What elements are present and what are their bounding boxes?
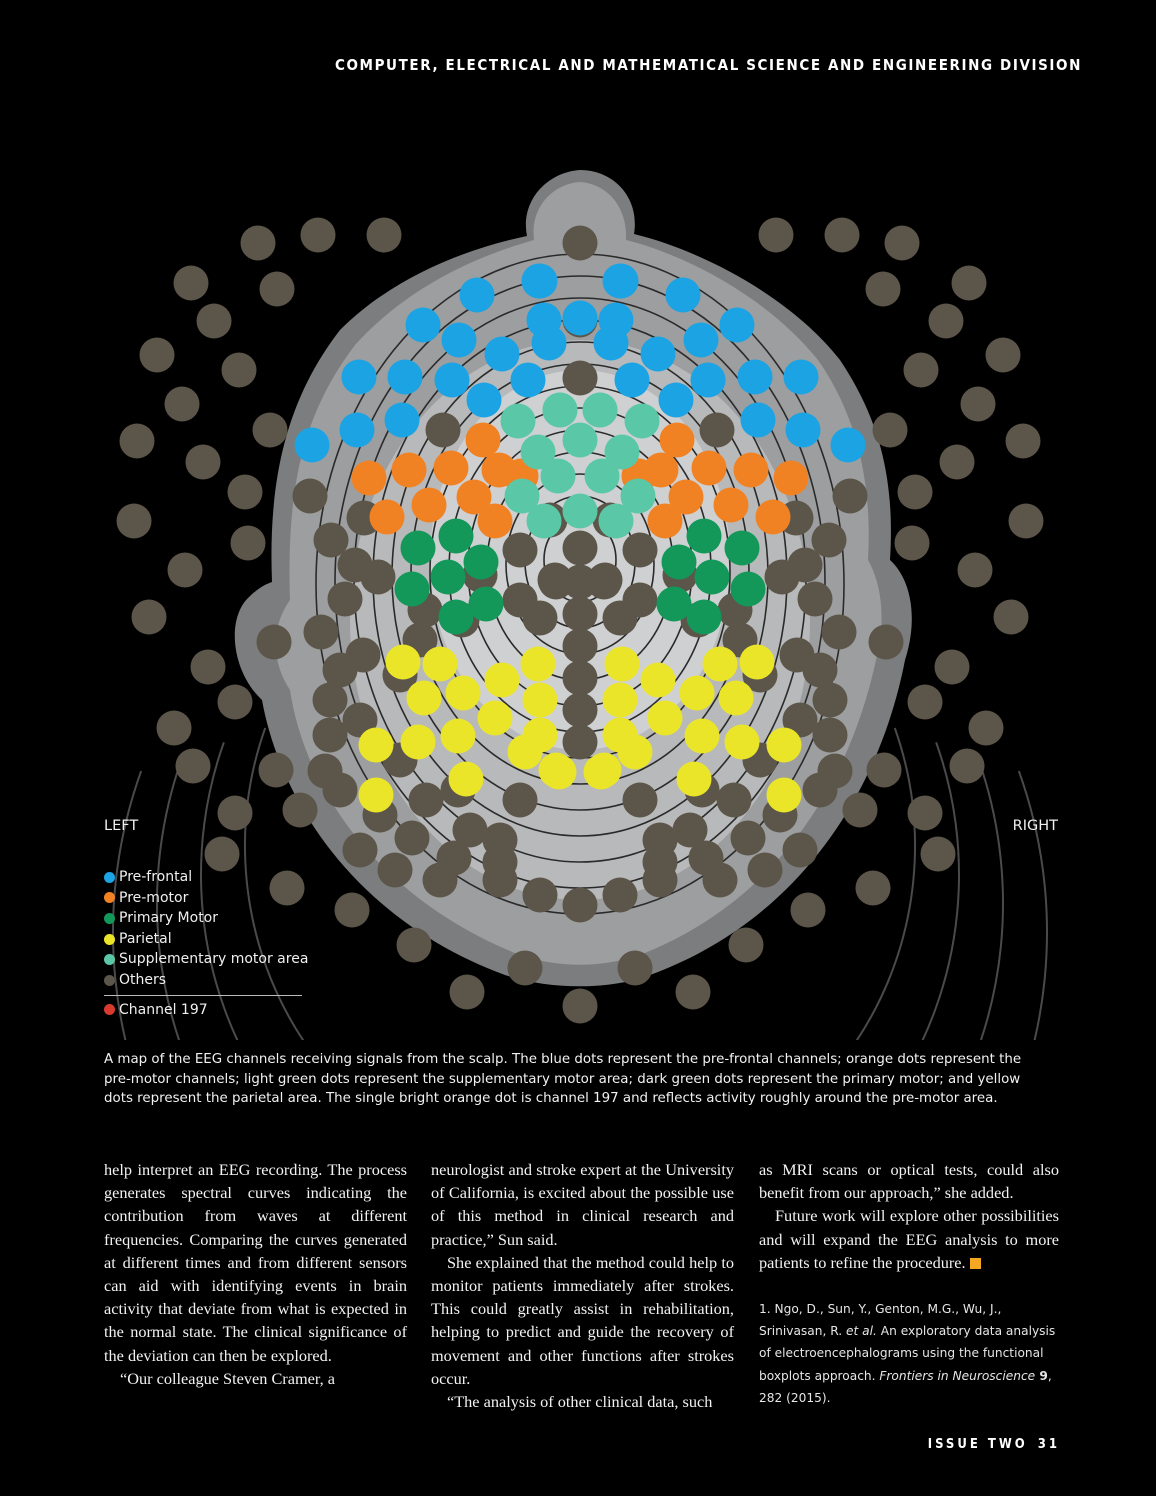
channel-dot [539,565,574,600]
channel-dot [426,413,461,448]
channel-dot [385,403,420,438]
channel-dot [343,833,378,868]
channel-dot [231,526,266,561]
channel-dot [767,778,802,813]
reference-title: An exploratory data analysis of electroencephalograms using the functional boxplots approach. [759,1324,1056,1383]
channel-dot [774,461,809,496]
channel-dot [352,461,387,496]
channel-dot [584,755,619,790]
channel-dot [940,445,975,480]
channel-dot [603,601,638,636]
running-head: COMPUTER, ELECTRICAL AND MATHEMATICAL SCIENCE AND ENGINEERING DIVISION [334,56,1082,74]
channel-dot [157,711,192,746]
channel-dot [388,360,423,395]
channel-dot [439,600,474,635]
channel-dot [257,625,292,660]
reference-journal: Frontiers in Neuroscience [879,1368,1036,1383]
legend-divider [104,995,302,996]
legend-swatch [104,1004,115,1015]
channel-dot [625,404,660,439]
channel-dot [767,728,802,763]
channel-dot [717,783,752,818]
channel-dot [603,878,638,913]
channel-dot [563,661,598,696]
legend-label: Pre-motor [119,889,189,906]
channel-dot [313,683,348,718]
legend-swatch [104,975,115,986]
channel-dot [361,560,396,595]
article-column-1 [104,1158,407,1390]
channel-dot [283,793,318,828]
channel-dot [253,413,288,448]
legend-swatch [104,934,115,945]
channel-dot [623,783,658,818]
channel-dot [441,719,476,754]
channel-dot [719,681,754,716]
channel-dot [950,749,985,784]
channel-dot [587,565,622,600]
channel-dot [168,553,203,588]
channel-dot [952,266,987,301]
legend-swatch [104,913,115,924]
legend-item-primary-motor [104,908,308,929]
channel-dot [563,629,598,664]
channel-dot [648,504,683,539]
legend-label: Pre-frontal [119,869,193,885]
channel-dot [618,951,653,986]
channel-dot [260,272,295,307]
channel-dot [527,303,562,338]
reference-authors: 1. Ngo, D., Sun, Y., Genton, M.G., Wu, J., Srinivasan, R. [759,1302,1002,1339]
paragraph: help interpret an EEG recording. The process generates spectral curves indicating the contribution from waves at different frequencies. Comparing the curves generated at different times and from different sensors can aid with identifying events in brain activity that deviate from what is expected in the normal state. The clinical significance of the deviation can then be explored. [104,1160,407,1365]
channel-dot [401,531,436,566]
reference-pages: , 282 (2015). [759,1368,1052,1405]
channel-dot [191,650,226,685]
channel-dot [822,615,857,650]
channel-dot [527,504,562,539]
channel-dot [856,871,891,906]
channel-dot [618,735,653,770]
channel-dot [563,597,598,632]
channel-dot [460,278,495,313]
channel-dot [174,266,209,301]
channel-dot [866,272,901,307]
channel-dot [605,647,640,682]
channel-dot [599,504,634,539]
channel-dot [873,413,908,448]
paragraph: neurologist and stroke expert at the University of California, is excited about the possible use of this method in clinical research and practice,” Sun said. [431,1160,734,1249]
channel-dot [583,393,618,428]
channel-dot [714,488,749,523]
channel-dot [685,719,720,754]
legend-item-channel-197 [104,1000,308,1021]
channel-dot [401,725,436,760]
channel-dot [563,494,598,529]
channel-dot [423,647,458,682]
channel-dot [803,653,838,688]
channel-dot [241,226,276,261]
channel-dot [293,479,328,514]
channel-dot [523,683,558,718]
channel-dot [783,833,818,868]
channel-dot [323,653,358,688]
channel-dot [132,600,167,635]
channel-dot [186,445,221,480]
channel-dot [511,363,546,398]
channel-dot [435,363,470,398]
channel-dot [406,308,441,343]
channel-dot [731,572,766,607]
caption-line: A map of the EEG channels receiving signals from the scalp. The blue dots represent the pre-frontal channels; orange dots represent the [104,1052,1022,1067]
channel-dot [643,845,678,880]
channel-dot [673,813,708,848]
issue-label: ISSUE TWO [927,1437,1028,1452]
channel-dot [439,519,474,554]
channel-dot [523,264,558,299]
channel-dot [756,500,791,535]
legend-label: Channel 197 [119,1001,208,1018]
channel-dot [741,403,776,438]
channel-dot [603,264,638,299]
left-label: LEFT [104,818,139,834]
channel-dot [623,533,658,568]
channel-dot [765,560,800,595]
channel-dot [466,423,501,458]
channel-dot [395,821,430,856]
channel-dot [563,226,598,261]
channel-dot [692,451,727,486]
channel-dot [304,615,339,650]
paragraph: “Our colleague Steven Cramer, a [120,1368,335,1388]
legend-item-pre-motor [104,888,308,909]
channel-dot [467,383,502,418]
channel-dot [259,753,294,788]
legend-label: Primary Motor [119,910,219,927]
channel-dot [603,683,638,718]
channel-dot [869,625,904,660]
channel-dot [378,853,413,888]
channel-dot [929,304,964,339]
channel-dot [140,338,175,373]
channel-dot [397,928,432,963]
channel-dot [165,387,200,422]
channel-dot [485,663,520,698]
channel-dot [423,863,458,898]
channel-dot [218,796,253,831]
channel-dot [218,685,253,720]
channel-dot [691,363,726,398]
channel-dot [740,645,775,680]
channel-dot [958,553,993,588]
channel-dot [825,218,860,253]
channel-dot [176,749,211,784]
channel-dot [1006,424,1041,459]
channel-dot [120,424,155,459]
channel-dot [563,693,598,728]
channel-dot [563,531,598,566]
channel-dot [687,519,722,554]
channel-dot [541,459,576,494]
channel-dot [542,755,577,790]
legend-label: Parietal [119,930,172,947]
reference [759,1298,1059,1409]
channel-dot [677,762,712,797]
channel-dot [323,773,358,808]
channel-dot [450,975,485,1010]
channel-dot [340,413,375,448]
channel-dot [485,337,520,372]
right-label: RIGHT [1012,818,1058,834]
channel-dot [431,560,466,595]
legend-item-others [104,970,308,991]
channel-dot [798,582,833,617]
end-of-article-icon [970,1258,981,1269]
channel-dot [295,428,330,463]
paragraph: as MRI scans or optical tests, could also benefit from our approach,” she added. [759,1160,1059,1203]
channel-dot [695,560,730,595]
channel-dot [648,701,683,736]
channel-dot [803,773,838,808]
channel-dot [684,323,719,358]
reference-volume: 9 [1035,1368,1048,1383]
channel-dot [197,304,232,339]
channel-dot [523,878,558,913]
channel-dot [843,793,878,828]
channel-dot [392,453,427,488]
channel-dot [342,360,377,395]
channel-dot [563,725,598,760]
channel-dot [412,488,447,523]
channel-dot [725,531,760,566]
channel-dot [615,363,650,398]
channel-dot [409,783,444,818]
channel-dot [446,676,481,711]
channel-dot [1009,504,1044,539]
channel-dot [895,526,930,561]
channel-dot [666,278,701,313]
channel-dot [386,645,421,680]
channel-dot [335,893,370,928]
channel-dot [969,711,1004,746]
channel-dot [641,337,676,372]
paragraph [759,1204,1059,1274]
caption-line: pre-motor channels; light green dots represent the supplementary motor area; dark green dots represent the primary motor; and yellow [104,1071,1021,1087]
channel-dot [585,459,620,494]
legend-label: Supplementary motor area [119,951,309,968]
channel-dot [469,587,504,622]
channel-dot [563,361,598,396]
channel-dot [831,428,866,463]
channel-dot [599,303,634,338]
channel-dot [370,500,405,535]
page-number: 31 [1037,1437,1060,1452]
channel-dot [908,796,943,831]
channel-dot [703,647,738,682]
channel-dot [641,663,676,698]
channel-dot [748,853,783,888]
channel-dot [501,404,536,439]
channel-dot [301,218,336,253]
channel-dot [986,338,1021,373]
channel-dot [328,582,363,617]
caption-line: dots represent the parietal area. The single bright orange dot is channel 197 and reflects activity roughly around the pre-motor area. [104,1091,998,1106]
channel-dot [738,360,773,395]
channel-dot [833,479,868,514]
channel-dot [508,735,543,770]
channel-dot [442,323,477,358]
channel-dot [563,423,598,458]
channel-dot [904,353,939,388]
legend-item-supplementary-motor-area [104,949,308,970]
channel-dot [657,587,692,622]
channel-dot [453,813,488,848]
article-column-2 [431,1158,734,1413]
channel-dot [908,685,943,720]
channel-dot [503,533,538,568]
channel-dot [483,845,518,880]
legend-swatch [104,954,115,965]
channel-dot [720,308,755,343]
channel-dot [662,545,697,580]
channel-dot [994,600,1029,635]
channel-dot [867,753,902,788]
channel-dot [464,545,499,580]
figure-caption [104,1050,1064,1109]
channel-dot [359,728,394,763]
channel-dot [813,683,848,718]
channel-dot [935,650,970,685]
channel-dot [676,975,711,1010]
article-column-3 [759,1158,1059,1274]
channel-dot [700,413,735,448]
channel-dot [228,475,263,510]
channel-dot [687,600,722,635]
channel-dot [791,893,826,928]
channel-dot [434,451,469,486]
paragraph: “The analysis of other clinical data, such [447,1392,713,1412]
paragraph: She explained that the method could help to monitor patients immediately after strokes. This could greatly assist in rehabilitation, helping to predict and guide the recovery of movement and other functions after strokes occur. [431,1252,734,1388]
channel-dot [508,951,543,986]
reference-etal: et al. [846,1324,877,1339]
channel-dot [222,353,257,388]
channel-dot [563,301,598,336]
channel-dot [478,701,513,736]
legend-label: Others [119,971,167,988]
channel-dot [729,928,764,963]
channel-dot [521,647,556,682]
channel-dot [478,504,513,539]
channel-dot [813,718,848,753]
channel-dot [784,360,819,395]
channel-dot [734,453,769,488]
channel-dot [731,821,766,856]
channel-dot [117,504,152,539]
channel-dot [543,393,578,428]
channel-dot [395,572,430,607]
channel-dot [898,475,933,510]
channel-dot [523,601,558,636]
legend-item-parietal [104,929,308,950]
channel-dot [449,762,484,797]
channel-dot [407,681,442,716]
channel-dot [659,383,694,418]
channel-dot [367,218,402,253]
legend-item-pre-frontal [104,867,308,888]
channel-dot [359,778,394,813]
channel-dot [786,413,821,448]
channel-dot [563,888,598,923]
paragraph-text: Future work will explore other possibilities and will expand the EEG analysis to more patients to refine the procedure. [759,1206,1059,1272]
channel-dot [660,423,695,458]
channel-dot [313,718,348,753]
legend [104,867,308,1020]
channel-dot [961,387,996,422]
channel-dot [725,725,760,760]
channel-dot [759,218,794,253]
channel-dot [703,863,738,898]
page-footer [928,1437,1060,1452]
channel-dot [503,783,538,818]
channel-dot [680,676,715,711]
channel-dot [563,989,598,1024]
channel-dot [885,226,920,261]
legend-swatch [104,892,115,903]
legend-swatch [104,872,115,883]
channel-dot [921,837,956,872]
